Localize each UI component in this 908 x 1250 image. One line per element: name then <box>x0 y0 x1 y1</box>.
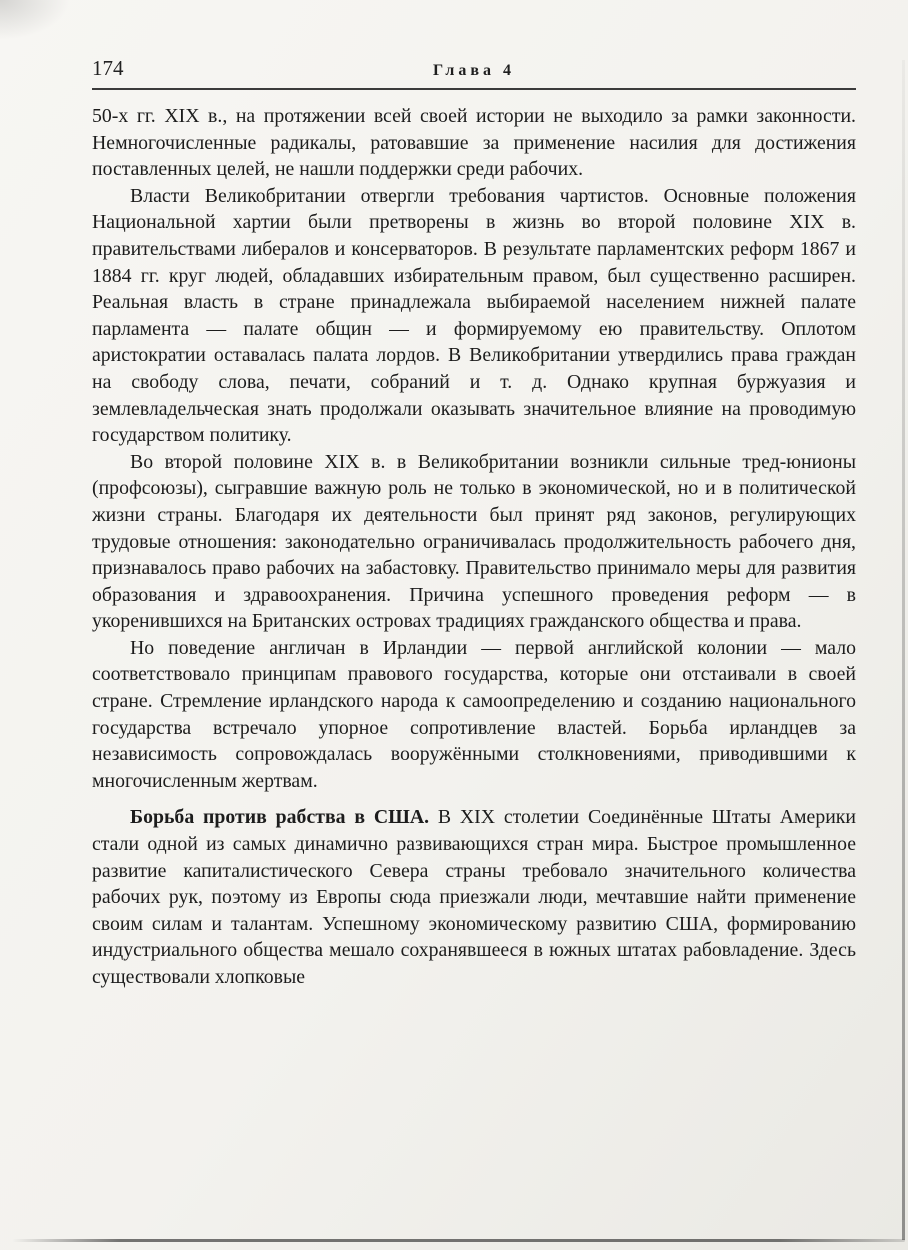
page-content <box>92 56 856 991</box>
paragraph: Во второй половине XIX в. в Великобритании возникли сильные тред-юнионы (профсоюзы), сыгравшие важную роль не только в экономической, но и в политической жизни страны. Благодаря их деятельности был принят ряд законов, регулирующих трудовые отношения: законодательно ограничивалась продолжительность рабочего дня, признавалось право рабочих на забастовку. Правительство принимало меры для развития образования и здравоохранения. Причина успешного проведения реформ — в укоренившихся на Британских островах традициях гражданского общества и права. <box>92 450 856 633</box>
scan-corner-shadow <box>0 0 70 40</box>
page-header <box>92 56 856 81</box>
header-rule <box>92 88 856 90</box>
page-number: 174 <box>92 56 124 80</box>
scan-edge-right <box>902 60 905 1240</box>
chapter-header: Глава 4 <box>433 62 515 79</box>
paragraph: Борьба против рабства в США. В XIX столетии Соединённые Штаты Америки стали одной из самых динамично развивающихся стран мира. Быстрое промышленное развитие капиталистического Севера страны требовало значительного количества рабочих рук, поэтому из Европы сюда приезжали люди, мечтавшие найти применение своим силам и талантам. Успешному экономическому развитию США, формированию индустриального общества мешало сохранявшееся в южных штатах рабовладение. Здесь существовали хлопковые <box>92 806 856 988</box>
text-block <box>92 103 856 991</box>
paragraph: Но поведение англичан в Ирландии — первой английской колонии — мало соответствовало принципам правового государства, которые они отстаивали в своей стране. Стремление ирландского народа к самоопределению и созданию национального государства встречало упорное сопротивление властей. Борьба ирландцев за независимость сопровождалась вооружёнными столкновениями, приводившими к многочисленным жертвам. <box>92 636 856 792</box>
paragraph: 50-х гг. XIX в., на протяжении всей своей истории не выходило за рамки законности. Немногочисленные радикалы, ратовавшие за применение насилия для достижения поставленных целей, не нашли поддержки среди рабочих. <box>92 105 856 181</box>
paragraph-lead: Борьба против рабства в США. <box>130 806 438 829</box>
paragraph: Власти Великобритании отвергли требования чартистов. Основные положения Национальной хартии были претворены в жизнь во второй половине XIX в. правительствами либералов и консерваторов. В результате парламентских реформ 1867 и 1884 гг. круг людей, обладавших избирательным правом, был существенно расширен. Реальная власть в стране принадлежала выбираемой населением нижней палате парламента — палате общин — и формируемому ею правительству. Оплотом аристократии оставалась палата лордов. В Великобритании утвердились права граждан на свободу слова, печати, собраний и т. д. Однако крупная буржуазия и землевладельческая знать продолжали оказывать значительное влияние на проводимую государством политику. <box>92 184 856 447</box>
scan-edge-bottom <box>12 1239 905 1242</box>
